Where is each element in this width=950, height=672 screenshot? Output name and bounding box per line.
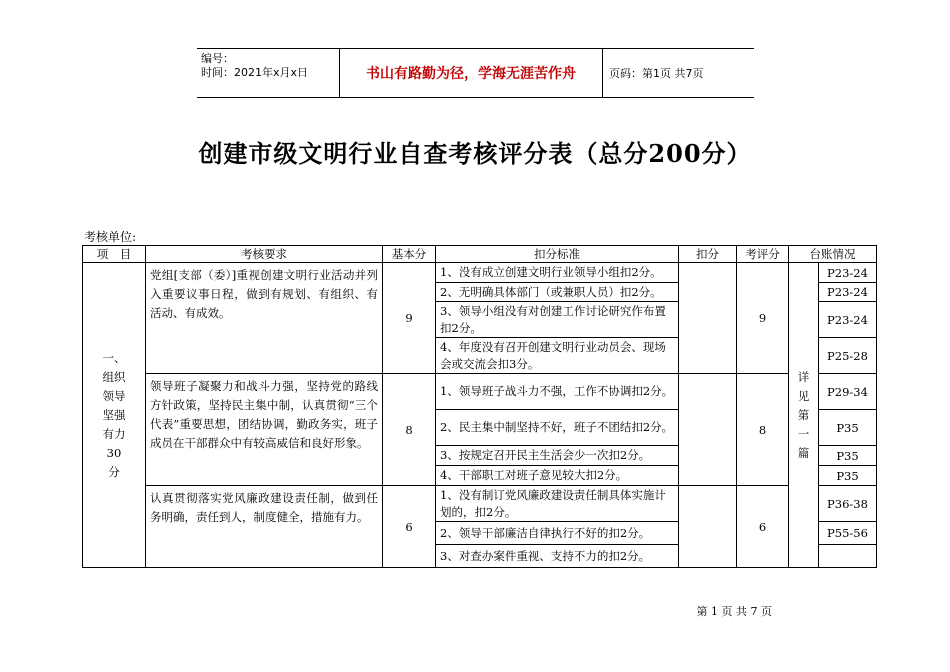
col-header-criteria: 扣分标准 (436, 246, 679, 263)
col-header-item: 项 目 (83, 246, 146, 263)
assessed-score-cell: 8 (737, 374, 789, 486)
criteria-cell: 3、按规定召开民主生活会少一次扣2分。 (436, 446, 679, 466)
header-meta (197, 49, 340, 97)
criteria-cell: 4、干部职工对班子意见较大扣2分。 (436, 466, 679, 486)
ledger-ref: P36-38 (819, 486, 877, 522)
criteria-cell: 2、无明确具体部门（或兼职人员）扣2分。 (436, 283, 679, 302)
ledger-ref: P23-24 (819, 302, 877, 338)
ledger-ref: P23-24 (819, 283, 877, 302)
criteria-cell: 1、没有制订党风廉政建设责任制具体实施计划的，扣2分。 (436, 486, 679, 522)
table-row (83, 263, 877, 283)
ledger-ref: P35 (819, 466, 877, 486)
table-row (83, 374, 877, 410)
deduction-cell (679, 486, 737, 568)
base-score-cell: 6 (383, 486, 436, 568)
number-label: 编号： (201, 52, 234, 65)
ledger-ref: P35 (819, 410, 877, 446)
ledger-ref: P23-24 (819, 263, 877, 283)
ledger-ref: P35 (819, 446, 877, 466)
page-footer: 第 1 页 共 7 页 (696, 605, 772, 618)
header-motto: 书山有路勤为径，学海无涯苦作舟 (340, 49, 603, 97)
ledger-note: 详见第一篇 (789, 263, 819, 568)
ledger-ref (819, 545, 877, 568)
unit-label: 考核单位: (84, 230, 137, 244)
ledger-ref: P55-56 (819, 522, 877, 545)
requirement-cell: 领导班子凝聚力和战斗力强，坚持党的路线方针政策，坚持民主集中制，认真贯彻“三个代表”重要思想，团结协调，勤政务实，班子成员在干部群众中有较高威信和良好形象。 (146, 374, 383, 486)
section-label: 一、组织领导坚强有力30分 (83, 263, 146, 568)
criteria-cell: 2、民主集中制坚持不好，班子不团结扣2分。 (436, 410, 679, 446)
page-title: 创建市级文明行业自查考核评分表（总分200分） (198, 139, 752, 168)
assessed-score-cell: 9 (737, 263, 789, 374)
time-label: 时间：2021年x月x日 (201, 66, 309, 79)
criteria-cell: 1、领导班子战斗力不强，工作不协调扣2分。 (436, 374, 679, 410)
criteria-cell: 4、年度没有召开创建文明行业动员会、现场会或交流会扣3分。 (436, 338, 679, 374)
table-row (83, 486, 877, 522)
requirement-cell: 党组[支部（委）]重视创建文明行业活动并列入重要议事日程，做到有规划、有组织、有活动、有成效。 (146, 263, 383, 374)
ledger-ref: P25-28 (819, 338, 877, 374)
header-page-label: 页码：第1页 共7页 (609, 67, 704, 80)
base-score-cell: 9 (383, 263, 436, 374)
deduction-cell (679, 263, 737, 374)
ledger-ref: P29-34 (819, 374, 877, 410)
col-header-deduction: 扣分 (679, 246, 737, 263)
base-score-cell: 8 (383, 374, 436, 486)
col-header-score: 考评分 (737, 246, 789, 263)
col-header-ledger: 台账情况 (789, 246, 877, 263)
score-table (82, 245, 877, 568)
criteria-cell: 2、领导干部廉洁自律执行不好的扣2分。 (436, 522, 679, 545)
assessed-score-cell: 6 (737, 486, 789, 568)
requirement-cell: 认真贯彻落实党风廉政建设责任制，做到任务明确，责任到人，制度健全，措施有力。 (146, 486, 383, 568)
criteria-cell: 3、对查办案件重视、支持不力的扣2分。 (436, 545, 679, 568)
table-header-row (83, 246, 877, 263)
criteria-cell: 1、没有成立创建文明行业领导小组扣2分。 (436, 263, 679, 283)
col-header-requirement: 考核要求 (146, 246, 383, 263)
document-header (197, 48, 754, 98)
deduction-cell (679, 374, 737, 486)
criteria-cell: 3、领导小组没有对创建工作讨论研究作布置扣2分。 (436, 302, 679, 338)
col-header-base: 基本分 (383, 246, 436, 263)
